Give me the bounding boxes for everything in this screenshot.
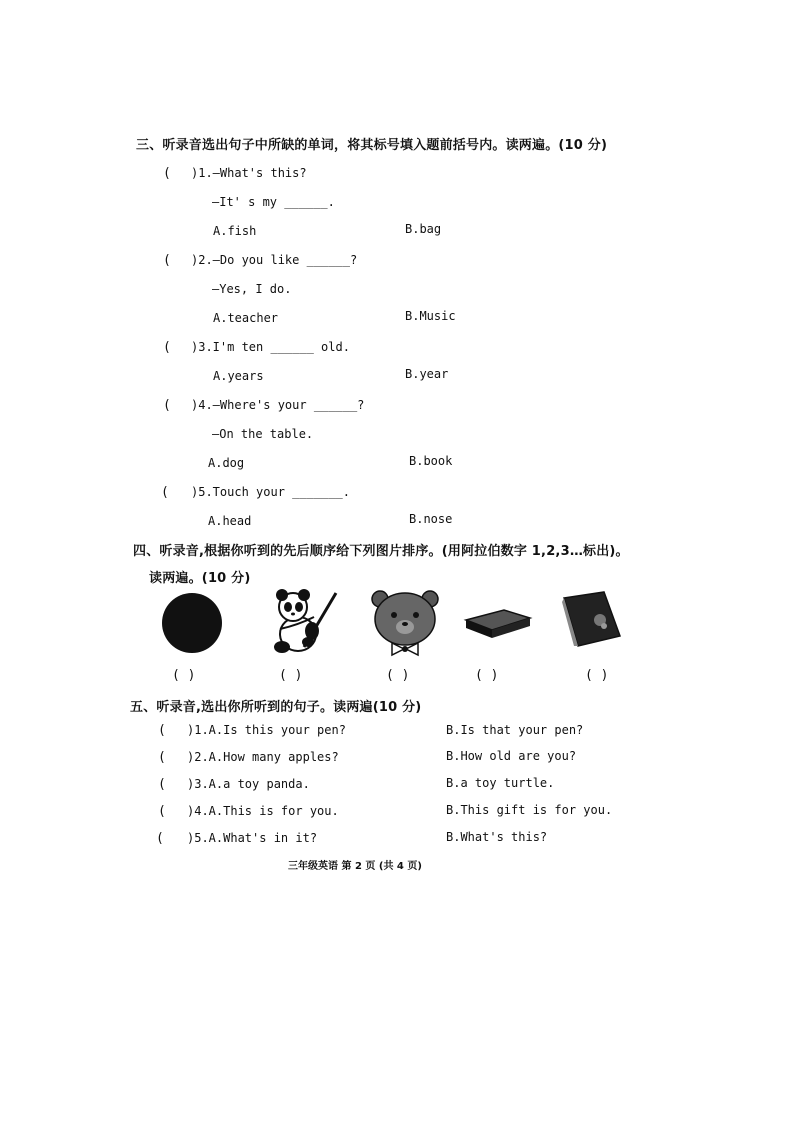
option-b: B.Is that your pen? xyxy=(446,723,584,737)
option-a: A.fish xyxy=(213,224,257,238)
order-blank[interactable]: ( ) xyxy=(585,668,609,683)
option-b: B.nose xyxy=(409,512,453,526)
answer-paren[interactable]: ( xyxy=(158,750,166,765)
answer-paren[interactable]: ( xyxy=(163,340,171,355)
section5-title: 五、听录音,选出你所听到的句子。读两遍(10 分) xyxy=(130,700,422,715)
answer-line: —Yes, I do. xyxy=(212,282,292,296)
option-a: )5.A.What's in it? xyxy=(187,831,318,845)
option-a: )3.A.a toy panda. xyxy=(187,777,310,791)
option-b: B.book xyxy=(409,454,453,468)
option-b: B.bag xyxy=(405,222,442,236)
option-b: B.Music xyxy=(405,309,456,323)
option-b: B.year xyxy=(405,367,449,381)
section4-title: 四、听录音,根据你听到的先后顺序给下列图片排序。(用阿拉伯数字 1,2,3…标出)。 xyxy=(133,544,629,559)
answer-paren[interactable]: ( xyxy=(156,831,164,846)
page-footer: 三年级英语 第 2 页 (共 4 页) xyxy=(288,861,422,872)
section4-title-cont: 读两遍。(10 分) xyxy=(149,571,251,586)
answer-paren[interactable]: ( xyxy=(163,398,171,413)
option-a: )4.A.This is for you. xyxy=(187,804,339,818)
option-a: )1.A.Is this your pen? xyxy=(187,723,346,737)
question-line: )1.—What's this? xyxy=(191,166,307,180)
order-blank[interactable]: ( ) xyxy=(475,668,499,683)
question-line: )3.I'm ten ______ old. xyxy=(191,340,350,354)
option-a: A.teacher xyxy=(213,311,279,325)
order-blank[interactable]: ( ) xyxy=(386,668,410,683)
answer-paren[interactable]: ( xyxy=(161,485,169,500)
ball-picture xyxy=(160,592,224,654)
question-line: )2.—Do you like ______? xyxy=(191,253,358,267)
option-a: )2.A.How many apples? xyxy=(187,750,339,764)
answer-paren[interactable]: ( xyxy=(158,777,166,792)
eraser-picture xyxy=(462,602,534,642)
answer-line: —On the table. xyxy=(212,427,314,441)
answer-paren[interactable]: ( xyxy=(158,804,166,819)
order-blank[interactable]: ( ) xyxy=(172,668,196,683)
order-blank[interactable]: ( ) xyxy=(279,668,303,683)
answer-paren[interactable]: ( xyxy=(163,166,171,181)
section3-title: 三、听录音选出句子中所缺的单词，将其标号填入题前括号内。读两遍。(10 分) xyxy=(136,138,608,153)
book-picture xyxy=(560,590,622,648)
answer-line: —It' s my ______. xyxy=(212,195,335,209)
option-a: A.head xyxy=(208,514,252,528)
option-b: B.This gift is for you. xyxy=(446,803,613,817)
panda-picture xyxy=(268,587,343,657)
option-b: B.What's this? xyxy=(446,830,548,844)
option-a: A.dog xyxy=(208,456,245,470)
question-line: )4.—Where's your ______? xyxy=(191,398,365,412)
answer-paren[interactable]: ( xyxy=(158,723,166,738)
question-line: )5.Touch your _______. xyxy=(191,485,350,499)
answer-paren[interactable]: ( xyxy=(163,253,171,268)
option-a: A.years xyxy=(213,369,264,383)
option-b: B.a toy turtle. xyxy=(446,776,555,790)
bear-picture xyxy=(370,587,440,657)
option-b: B.How old are you? xyxy=(446,749,577,763)
